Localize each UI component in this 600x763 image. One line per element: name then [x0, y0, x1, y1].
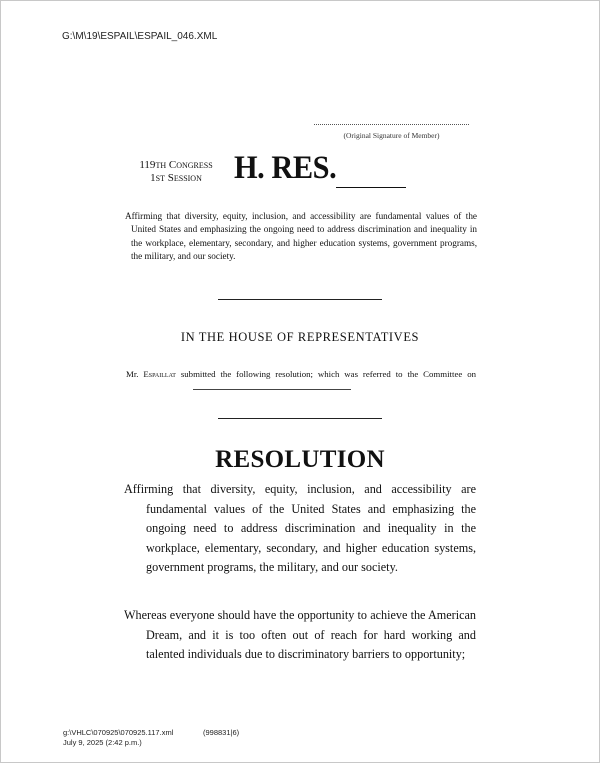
resolution-heading: RESOLUTION	[215, 446, 385, 473]
sponsor-name: Espaillat	[143, 369, 176, 379]
committee-blank	[193, 381, 351, 390]
submission-statement	[126, 368, 476, 394]
bill-designation: H. RES.	[234, 150, 337, 186]
session-word: Session	[167, 172, 202, 184]
bill-summary: Affirming that diversity, equity, inclusion, and accessibility are fundamental values of the United States and emphasizing the ongoing need to address discrimination and inequality in the workplace, elementary, secondary, and higher education systems, government programs, the military, and our society.	[125, 211, 477, 261]
sponsor-prefix: Mr.	[126, 369, 139, 379]
footer-date: July 9, 2025 (2:42 p.m.)	[63, 738, 142, 747]
signature-line	[314, 124, 469, 125]
congress-suffix: th	[155, 159, 167, 171]
house-title: IN THE HOUSE OF REPRESENTATIVES	[180, 330, 420, 344]
file-path: G:\M\19\ESPAIL\ESPAIL_046.XML	[62, 31, 218, 42]
divider-rule	[218, 299, 382, 300]
session-suffix: st	[155, 172, 165, 184]
session-line	[124, 172, 228, 185]
bill-number-blank	[336, 187, 406, 188]
congress-number: 119	[139, 159, 156, 171]
congress-session	[124, 159, 228, 185]
footer-code: (998831|6)	[203, 728, 240, 737]
signature-label: (Original Signature of Member)	[343, 131, 440, 140]
congress-line	[124, 159, 228, 172]
resolution-title-paragraph: Affirming that diversity, equity, inclusion, and accessibility are fundamental values of the United States and emphasizing the ongoing need to address discrimination and inequality in the workplace, elementary, secondary, and higher education systems, government programs, the military, and our society.	[124, 482, 476, 575]
session-number: 1	[150, 172, 156, 184]
congress-word: Congress	[168, 159, 213, 171]
divider-rule	[218, 418, 382, 419]
footer-file-path: g:\VHLC\070925\070925.117.xml	[63, 728, 174, 737]
whereas-clause: Whereas everyone should have the opportunity to achieve the American Dream, and it is too often out of reach for hard working and talented individuals due to discriminatory barriers to opportunity;	[124, 608, 476, 662]
submission-text: submitted the following resolution; which was referred to the Committee on	[180, 369, 476, 379]
